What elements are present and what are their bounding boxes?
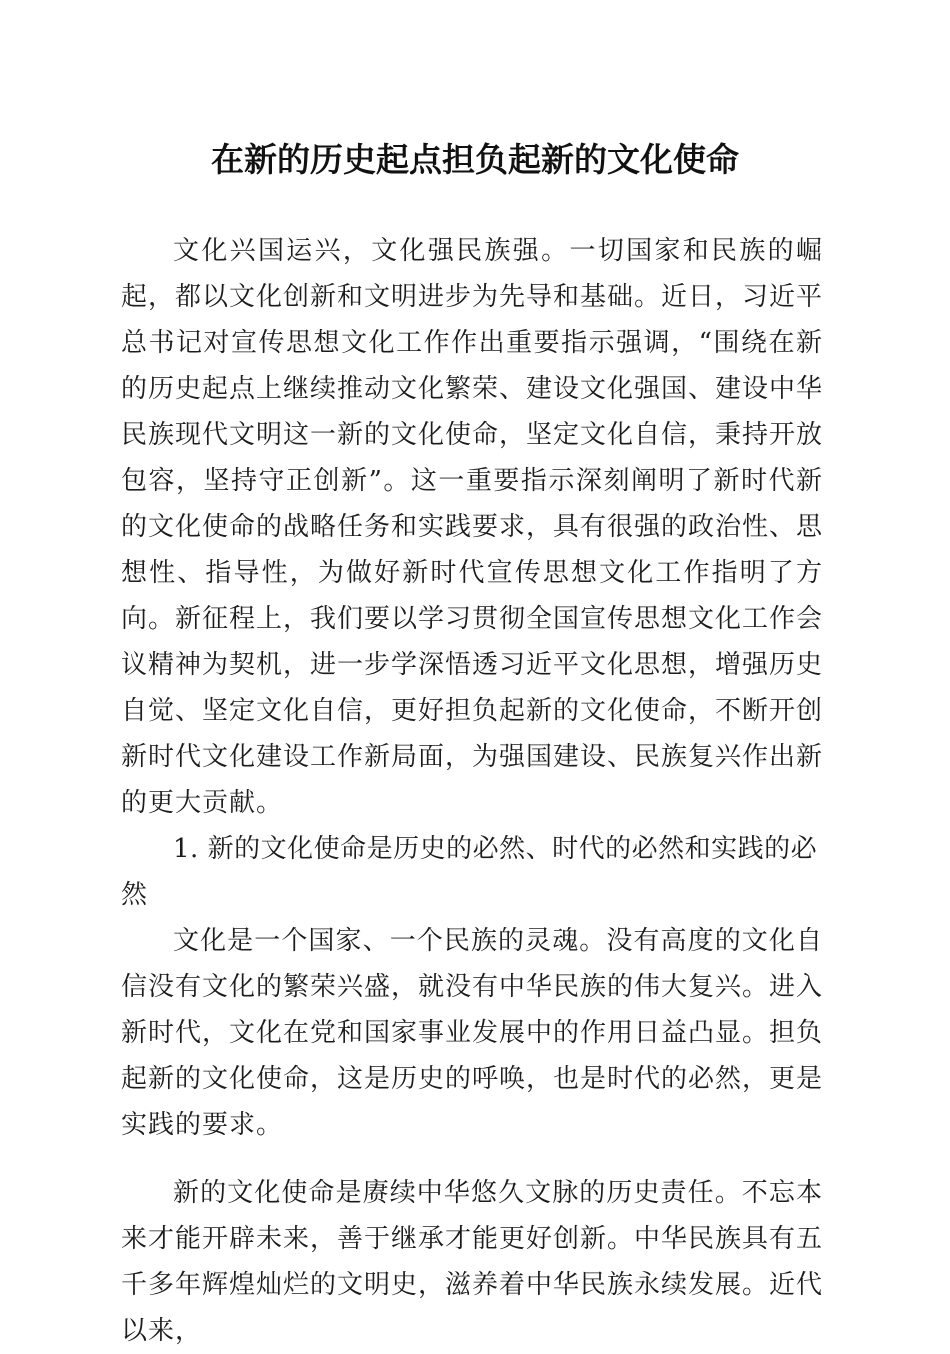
section-heading: 1. 新的文化使命是历史的必然、时代的必然和实践的必然	[121, 834, 818, 910]
document-title: 在新的历史起点担负起新的文化使命	[211, 140, 739, 179]
section-paragraph: 文化是一个国家、一个民族的灵魂。没有高度的文化自信没有文化的繁荣兴盛，就没有中华民族的伟大复兴。进入新时代，文化在党和国家事业发展中的作用日益凸显。担负起新的文化使命，这是历史的呼唤，也是时代的必然，更是实践的要求。	[121, 926, 824, 1140]
intro-paragraph: 文化兴国运兴，文化强民族强。一切国家和民族的崛起，都以文化创新和文明进步为先导和基础。近日，习近平总书记对宣传思想文化工作作出重要指示强调，“围绕在新的历史起点上继续推动文化繁荣、建设文化强国、建设中华民族现代文明这一新的文化使命，坚定文化自信，秉持开放包容，坚持守正创新”。这一重要指示深刻阐明了新时代新的文化使命的战略任务和实践要求，具有很强的政治性、思想性、指导性，为做好新时代宣传思想文化工作指明了方向。新征程上，我们要以学习贯彻全国宣传思想文化工作会议精神为契机，进一步学深悟透习近平文化思想，增强历史自觉、坚定文化自信，更好担负起新的文化使命，不断开创新时代文化建设工作新局面，为强国建设、民族复兴作出新的更大贡献。	[121, 236, 824, 818]
section-paragraph: 新的文化使命是赓续中华悠久文脉的历史责任。不忘本来才能开辟未来，善于继承才能更好创新。中华民族具有五千多年辉煌灿烂的文明史，滋养着中华民族永续发展。近代以来，	[121, 1178, 824, 1346]
document-body	[121, 228, 823, 1354]
